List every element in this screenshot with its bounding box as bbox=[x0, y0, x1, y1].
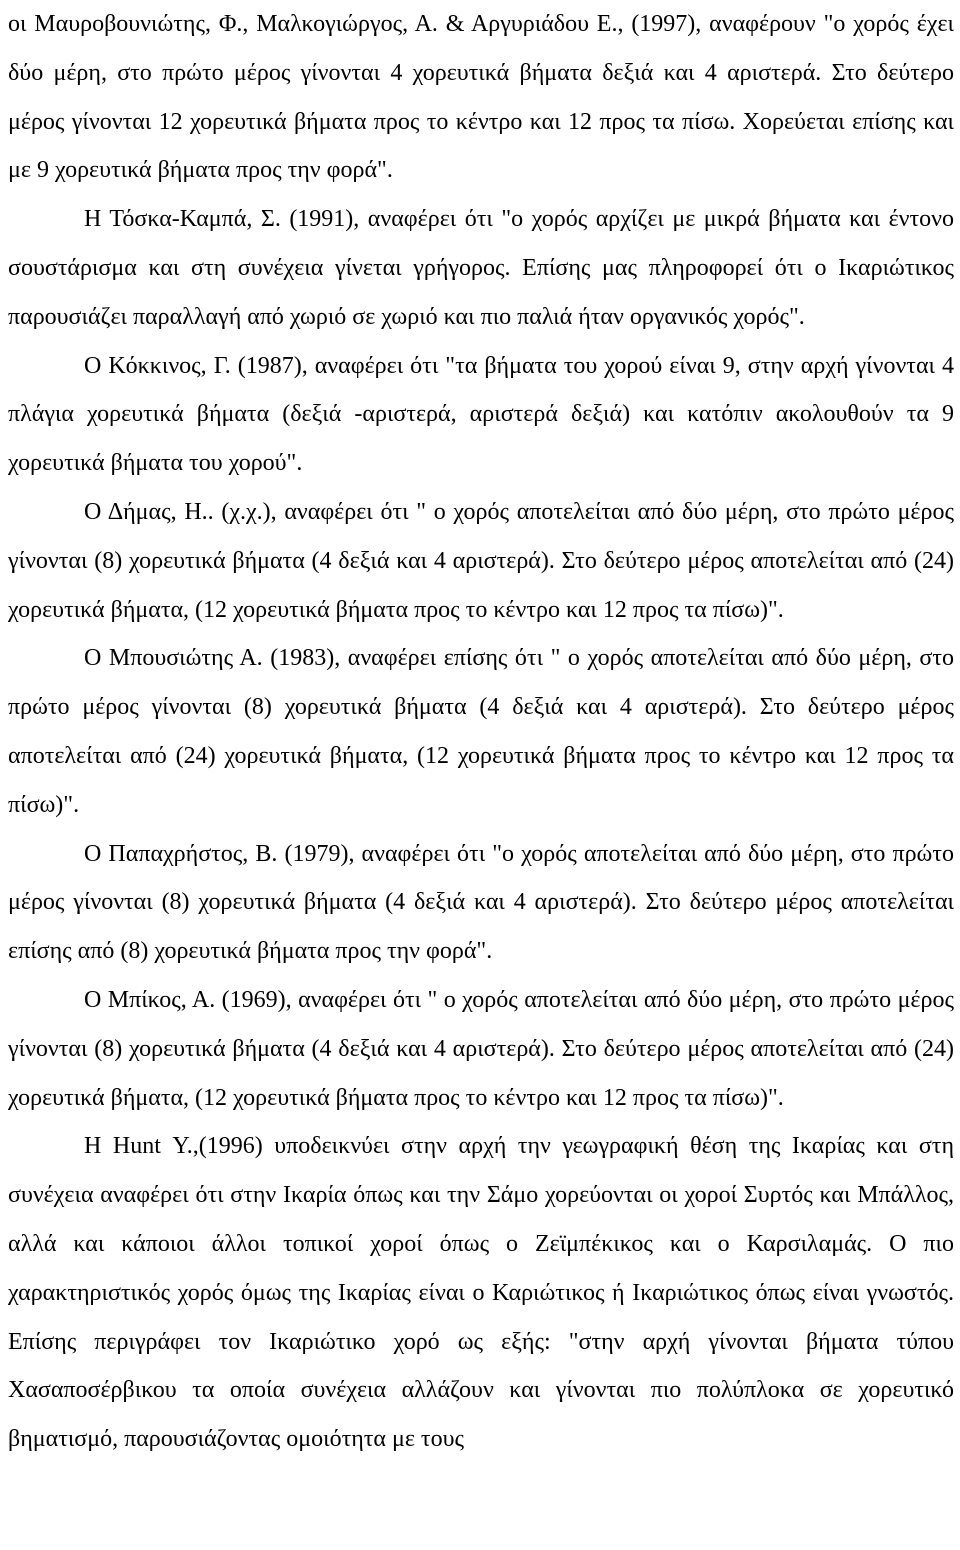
paragraph-continuation: οι Μαυροβουνιώτης, Φ., Μαλκογιώργος, Α. & Αργυριάδου Ε., (1997), αναφέρουν "ο χορός έχει δύο μέρη, στο πρώτο μέρος γίνονται 4 χορευτικά βήματα δεξιά και 4 αριστερά. Στο δεύτερο μέρος γίνονται 12 χορευτικά βήματα προς το κέντρο και 12 προς τα πίσω. Χορεύεται επίσης και με 9 χορευτικά βήματα προς την φορά". bbox=[8, 11, 954, 184]
paragraph-toska-kampa: Η Τόσκα-Καμπά, Σ. (1991), αναφέρει ότι "ο χορός αρχίζει με μικρά βήματα και έντονο σουστάρισμα και στη συνέχεια γίνεται γρήγορος. Επίσης μας πληροφορεί ότι ο Ικαριώτικος παρουσιάζει παραλλαγή από χωριό σε χωριό και πιο παλιά ήταν οργανικός χορός". bbox=[8, 206, 954, 330]
paragraph-mpousiotis: Ο Μπουσιώτης Α. (1983), αναφέρει επίσης ότι " ο χορός αποτελείται από δύο μέρη, στο πρώτο μέρος γίνονται (8) χορευτικά βήματα (4 δεξιά και 4 αριστερά). Στο δεύτερο μέρος αποτελείται από (24) χορευτικά βήματα, (12 χορευτικά βήματα προς το κέντρο και 12 προς τα πίσω)". bbox=[8, 645, 954, 818]
paragraph-mpikos: Ο Μπίκος, Α. (1969), αναφέρει ότι " ο χορός αποτελείται από δύο μέρη, στο πρώτο μέρος γίνονται (8) χορευτικά βήματα (4 δεξιά και 4 αριστερά). Στο δεύτερο μέρος αποτελείται από (24) χορευτικά βήματα, (12 χορευτικά βήματα προς το κέντρο και 12 προς τα πίσω)". bbox=[8, 986, 954, 1111]
paragraph-dimas: Ο Δήμας, Η.. (χ.χ.), αναφέρει ότι " ο χορός αποτελείται από δύο μέρη, στο πρώτο μέρος γίνονται (8) χορευτικά βήματα (4 δεξιά και 4 αριστερά). Στο δεύτερο μέρος αποτελείται από (24) χορευτικά βήματα, (12 χορευτικά βήματα προς το κέντρο και 12 προς τα πίσω)". bbox=[8, 498, 954, 623]
paragraph-hunt: Η Hunt Υ.,(1996) υποδεικνύει στην αρχή την γεωγραφική θέση της Ικαρίας και στη συνέχεια αναφέρει ότι στην Ικαρία όπως και την Σάμο χορεύονται οι χοροί Συρτός και Μπάλλος, αλλά και κάποιοι άλλοι τοπικοί χοροί όπως ο Ζεϊμπέκικος και ο Καρσιλαμάς. Ο πιο χαρακτηριστικός χορός όμως της Ικαρίας είναι ο Καριώτικος ή Ικαριώτικος όπως είναι γνωστός. Επίσης περιγράφει τον Ικαριώτικο χορό ως εξής: "στην αρχή γίνονται βήματα τύπου Χασαποσέρβικου τα οποία συνέχεια αλλάζουν και γίνονται πιο πολύπλοκα σε χορευτικό βηματισμό, παρουσιάζοντας ομοιότητα με τους bbox=[8, 1133, 954, 1453]
paragraph-papachristos: Ο Παπαχρήστος, Β. (1979), αναφέρει ότι "ο χορός αποτελείται από δύο μέρη, στο πρώτο μέρος γίνονται (8) χορευτικά βήματα (4 δεξιά και 4 αριστερά). Στο δεύτερο μέρος αποτελείται επίσης από (8) χορευτικά βήματα προς την φορά". bbox=[8, 840, 954, 965]
paragraph-kokkinos: Ο Κόκκινος, Γ. (1987), αναφέρει ότι "τα βήματα του χορού είναι 9, στην αρχή γίνονται 4 πλάγια χορευτικά βήματα (δεξιά -αριστερά, αριστερά δεξιά) και κατόπιν ακολουθούν τα 9 χορευτικά βήματα του χορού". bbox=[8, 352, 954, 477]
